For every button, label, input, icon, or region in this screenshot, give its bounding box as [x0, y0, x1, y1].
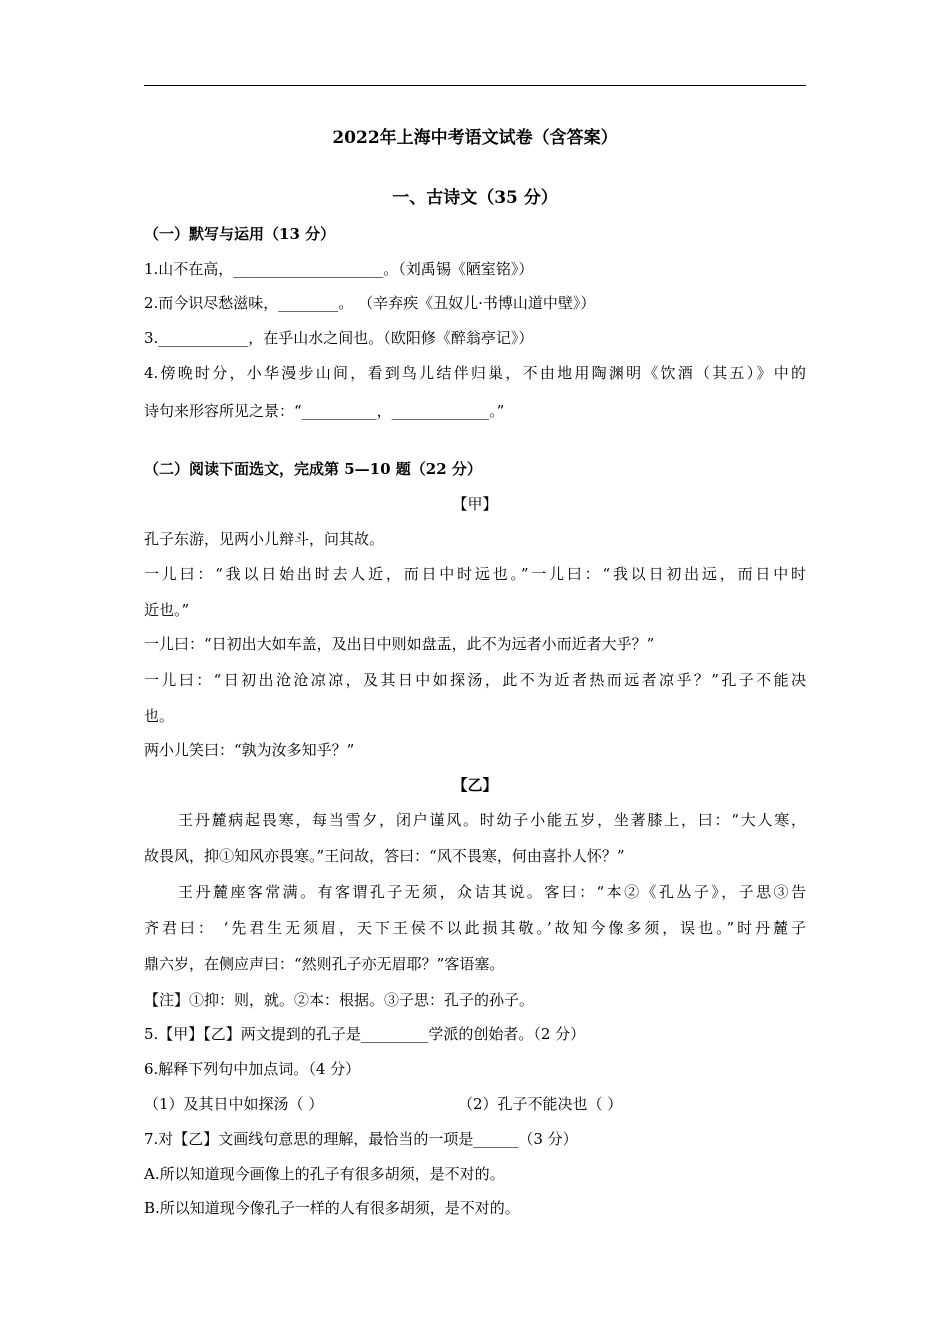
passage-yi-line: 故畏风，抑①知风亦畏寒。”王问故，答曰：“风不畏寒，何由喜扑人怀？” [144, 847, 625, 865]
question-1: 1.山不在高，____________________。（刘禹锡《陋室铭》） [144, 260, 534, 278]
passage-jia-line: 一儿曰：“我以日始出时去人近，而日中时远也。”一儿曰：“我以日初出远，而日中时 [144, 565, 806, 583]
question-5: 5.【甲】【乙】两文提到的孔子是_________学派的创始者。（2 分） [144, 1025, 586, 1043]
question-6-item-1: （1）及其日中如探汤（ ） [144, 1095, 324, 1113]
part-heading-reading: （二）阅读下面选文，完成第 5—10 题（22 分） [144, 460, 482, 478]
passage-jia-line: 一儿曰：“日初出大如车盖，及出日中则如盘盂，此不为远者小而近者大乎？” [144, 635, 655, 653]
passage-jia-line: 两小儿笑曰：“孰为汝多知乎？” [144, 741, 355, 759]
page-title: 2022年上海中考语文试卷（含答案） [332, 128, 618, 148]
question-6: 6.解释下列句中加点词。（4 分） [144, 1060, 361, 1078]
section-heading-classical: 一、古诗文（35 分） [392, 188, 558, 208]
header-rule [144, 85, 806, 86]
passage-jia-line: 孔子东游，见两小儿辩斗，问其故。 [144, 530, 385, 548]
question-7-option-a: A.所以知道现今画像上的孔子有很多胡须，是不对的。 [144, 1165, 505, 1183]
question-7: 7.对【乙】文画线句意思的理解，最恰当的一项是______（3 分） [144, 1130, 578, 1148]
question-7-option-b: B.所以知道现今像孔子一样的人有很多胡须，是不对的。 [144, 1199, 520, 1217]
question-4-line-1: 4.傍晚时分，小华漫步山间，看到鸟儿结伴归巢，不由地用陶渊明《饮酒（其五）》中的 [144, 364, 806, 382]
passage-yi-label: 【乙】 [452, 776, 498, 794]
part-heading-dictation: （一）默写与运用（13 分） [144, 225, 336, 243]
question-6-item-2: （2）孔子不能决也（ ） [458, 1095, 623, 1113]
passage-yi-line: 齐君曰： ‘先君生无须眉，天下王侯不以此损其敬。’故知今像多须，误也。”时丹麓子 [144, 919, 806, 937]
passage-yi-line: 鼎六岁，在侧应声曰：“然则孔子亦无眉耶？”客语塞。 [144, 955, 505, 973]
question-2: 2.而今识尽愁滋味，________。 （辛弃疾《丑奴儿·书博山道中壁》） [144, 294, 596, 312]
passage-jia-line: 一儿曰：“日初出沧沧凉凉，及其日中如探汤，此不为近者热而远者凉乎？”孔子不能决 [144, 671, 806, 689]
passage-jia-line: 也。 [144, 707, 175, 725]
question-4-line-2: 诗句来形容所见之景：“__________，_____________。” [144, 402, 505, 420]
annotation-note: 【注】①抑：则，就。②本：根据。③子思：孔子的孙子。 [144, 991, 535, 1009]
question-3: 3.____________，在乎山水之间也。（欧阳修《醉翁亭记》） [144, 329, 534, 347]
passage-jia-label: 【甲】 [452, 495, 498, 513]
passage-yi-line: 王丹麓座客常满。有客谓孔子无须，众诘其说。客曰：“本②《孔丛子》，子思③告 [178, 883, 806, 901]
passage-yi-line: 王丹麓病起畏寒，每当雪夕，闭户谨风。时幼子小能五岁，坐著膝上，曰：“大人寒， [178, 811, 806, 829]
passage-jia-line: 近也。” [144, 601, 190, 619]
